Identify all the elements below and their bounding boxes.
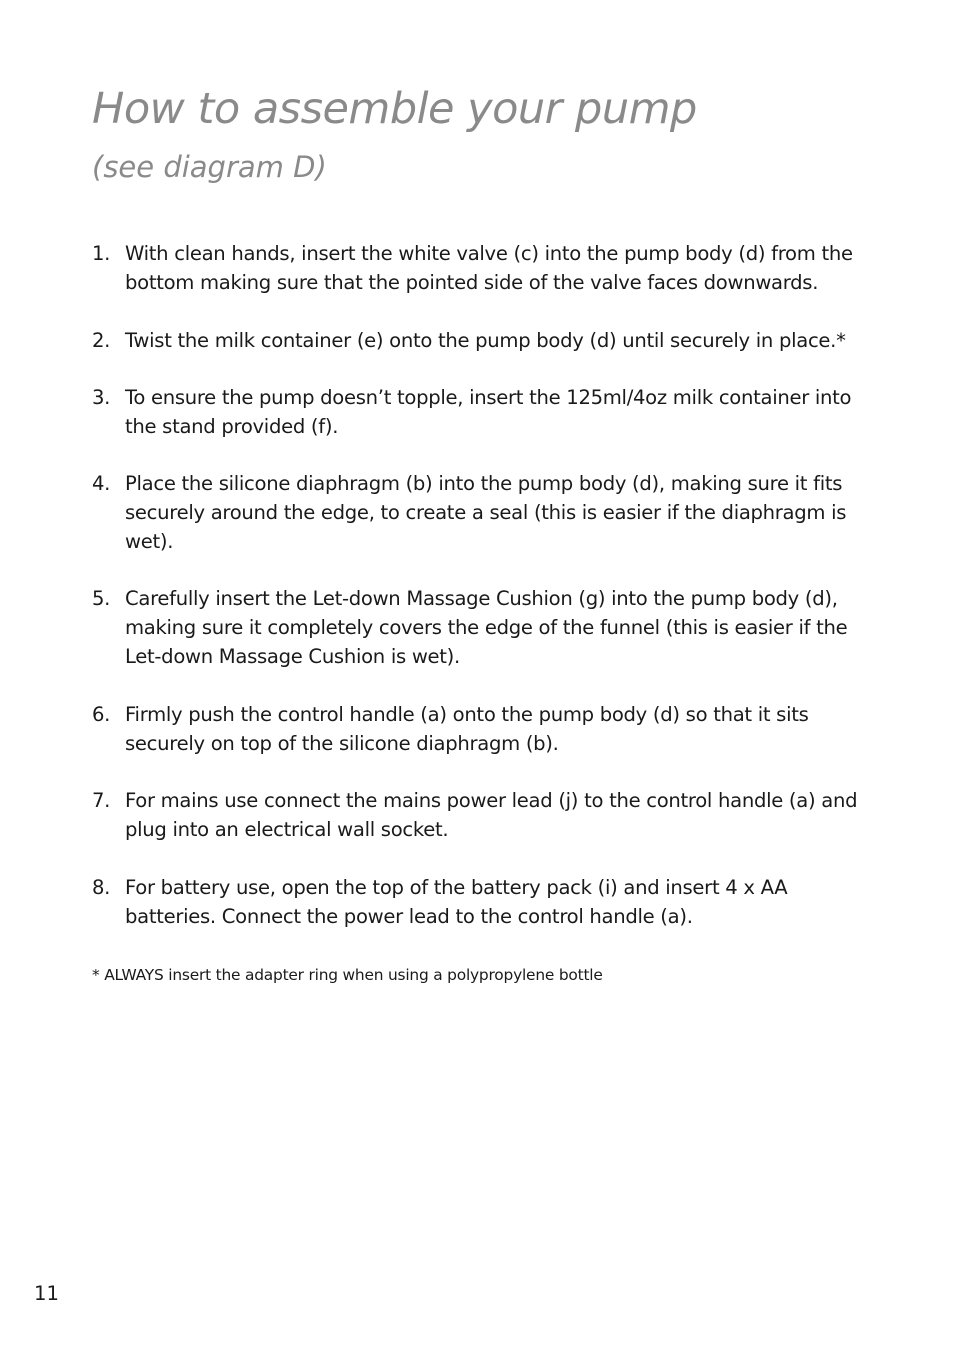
step-text: Firmly push the control handle (a) onto the pump body (d) so that it sits securely on top of the silicone diaphragm (b). [125, 703, 809, 755]
step-number: 5. [92, 587, 111, 610]
step-text: Twist the milk container (e) onto the pump body (d) until securely in place.* [125, 329, 846, 352]
step-number: 8. [92, 876, 111, 899]
step-number: 1. [92, 242, 111, 265]
step-text: With clean hands, insert the white valve (c) into the pump body (d) from the bottom making sure that the pointed side of the valve faces downwards. [125, 242, 853, 294]
step-1 [92, 239, 882, 297]
step-number: 4. [92, 472, 111, 495]
step-4 [92, 469, 882, 556]
step-number: 2. [92, 329, 111, 352]
step-5 [92, 584, 882, 671]
step-8 [92, 873, 882, 931]
step-text: For battery use, open the top of the battery pack (i) and insert 4 x AA batteries. Connect the power lead to the control handle (a). [125, 876, 788, 928]
step-6 [92, 700, 882, 758]
step-text: For mains use connect the mains power lead (j) to the control handle (a) and plug into an electrical wall socket. [125, 789, 858, 841]
step-text: Carefully insert the Let-down Massage Cushion (g) into the pump body (d), making sure it completely covers the edge of the funnel (this is easier if the Let-down Massage Cushion is wet). [125, 587, 848, 668]
step-number: 6. [92, 703, 111, 726]
step-number: 7. [92, 789, 111, 812]
page-number: 11 [34, 1282, 59, 1305]
step-2 [92, 326, 882, 355]
step-text: To ensure the pump doesn’t topple, insert the 125ml/4oz milk container into the stand provided (f). [125, 386, 852, 438]
page-subtitle: (see diagram D) [92, 150, 327, 184]
footnote: * ALWAYS insert the adapter ring when using a polypropylene bottle [92, 966, 603, 984]
page-title: How to assemble your pump [92, 84, 697, 134]
step-text: Place the silicone diaphragm (b) into the pump body (d), making sure it fits securely around the edge, to create a seal (this is easier if the diaphragm is wet). [125, 472, 847, 553]
step-number: 3. [92, 386, 111, 409]
step-7 [92, 786, 882, 844]
assembly-steps-list [92, 239, 882, 931]
step-3 [92, 383, 882, 441]
